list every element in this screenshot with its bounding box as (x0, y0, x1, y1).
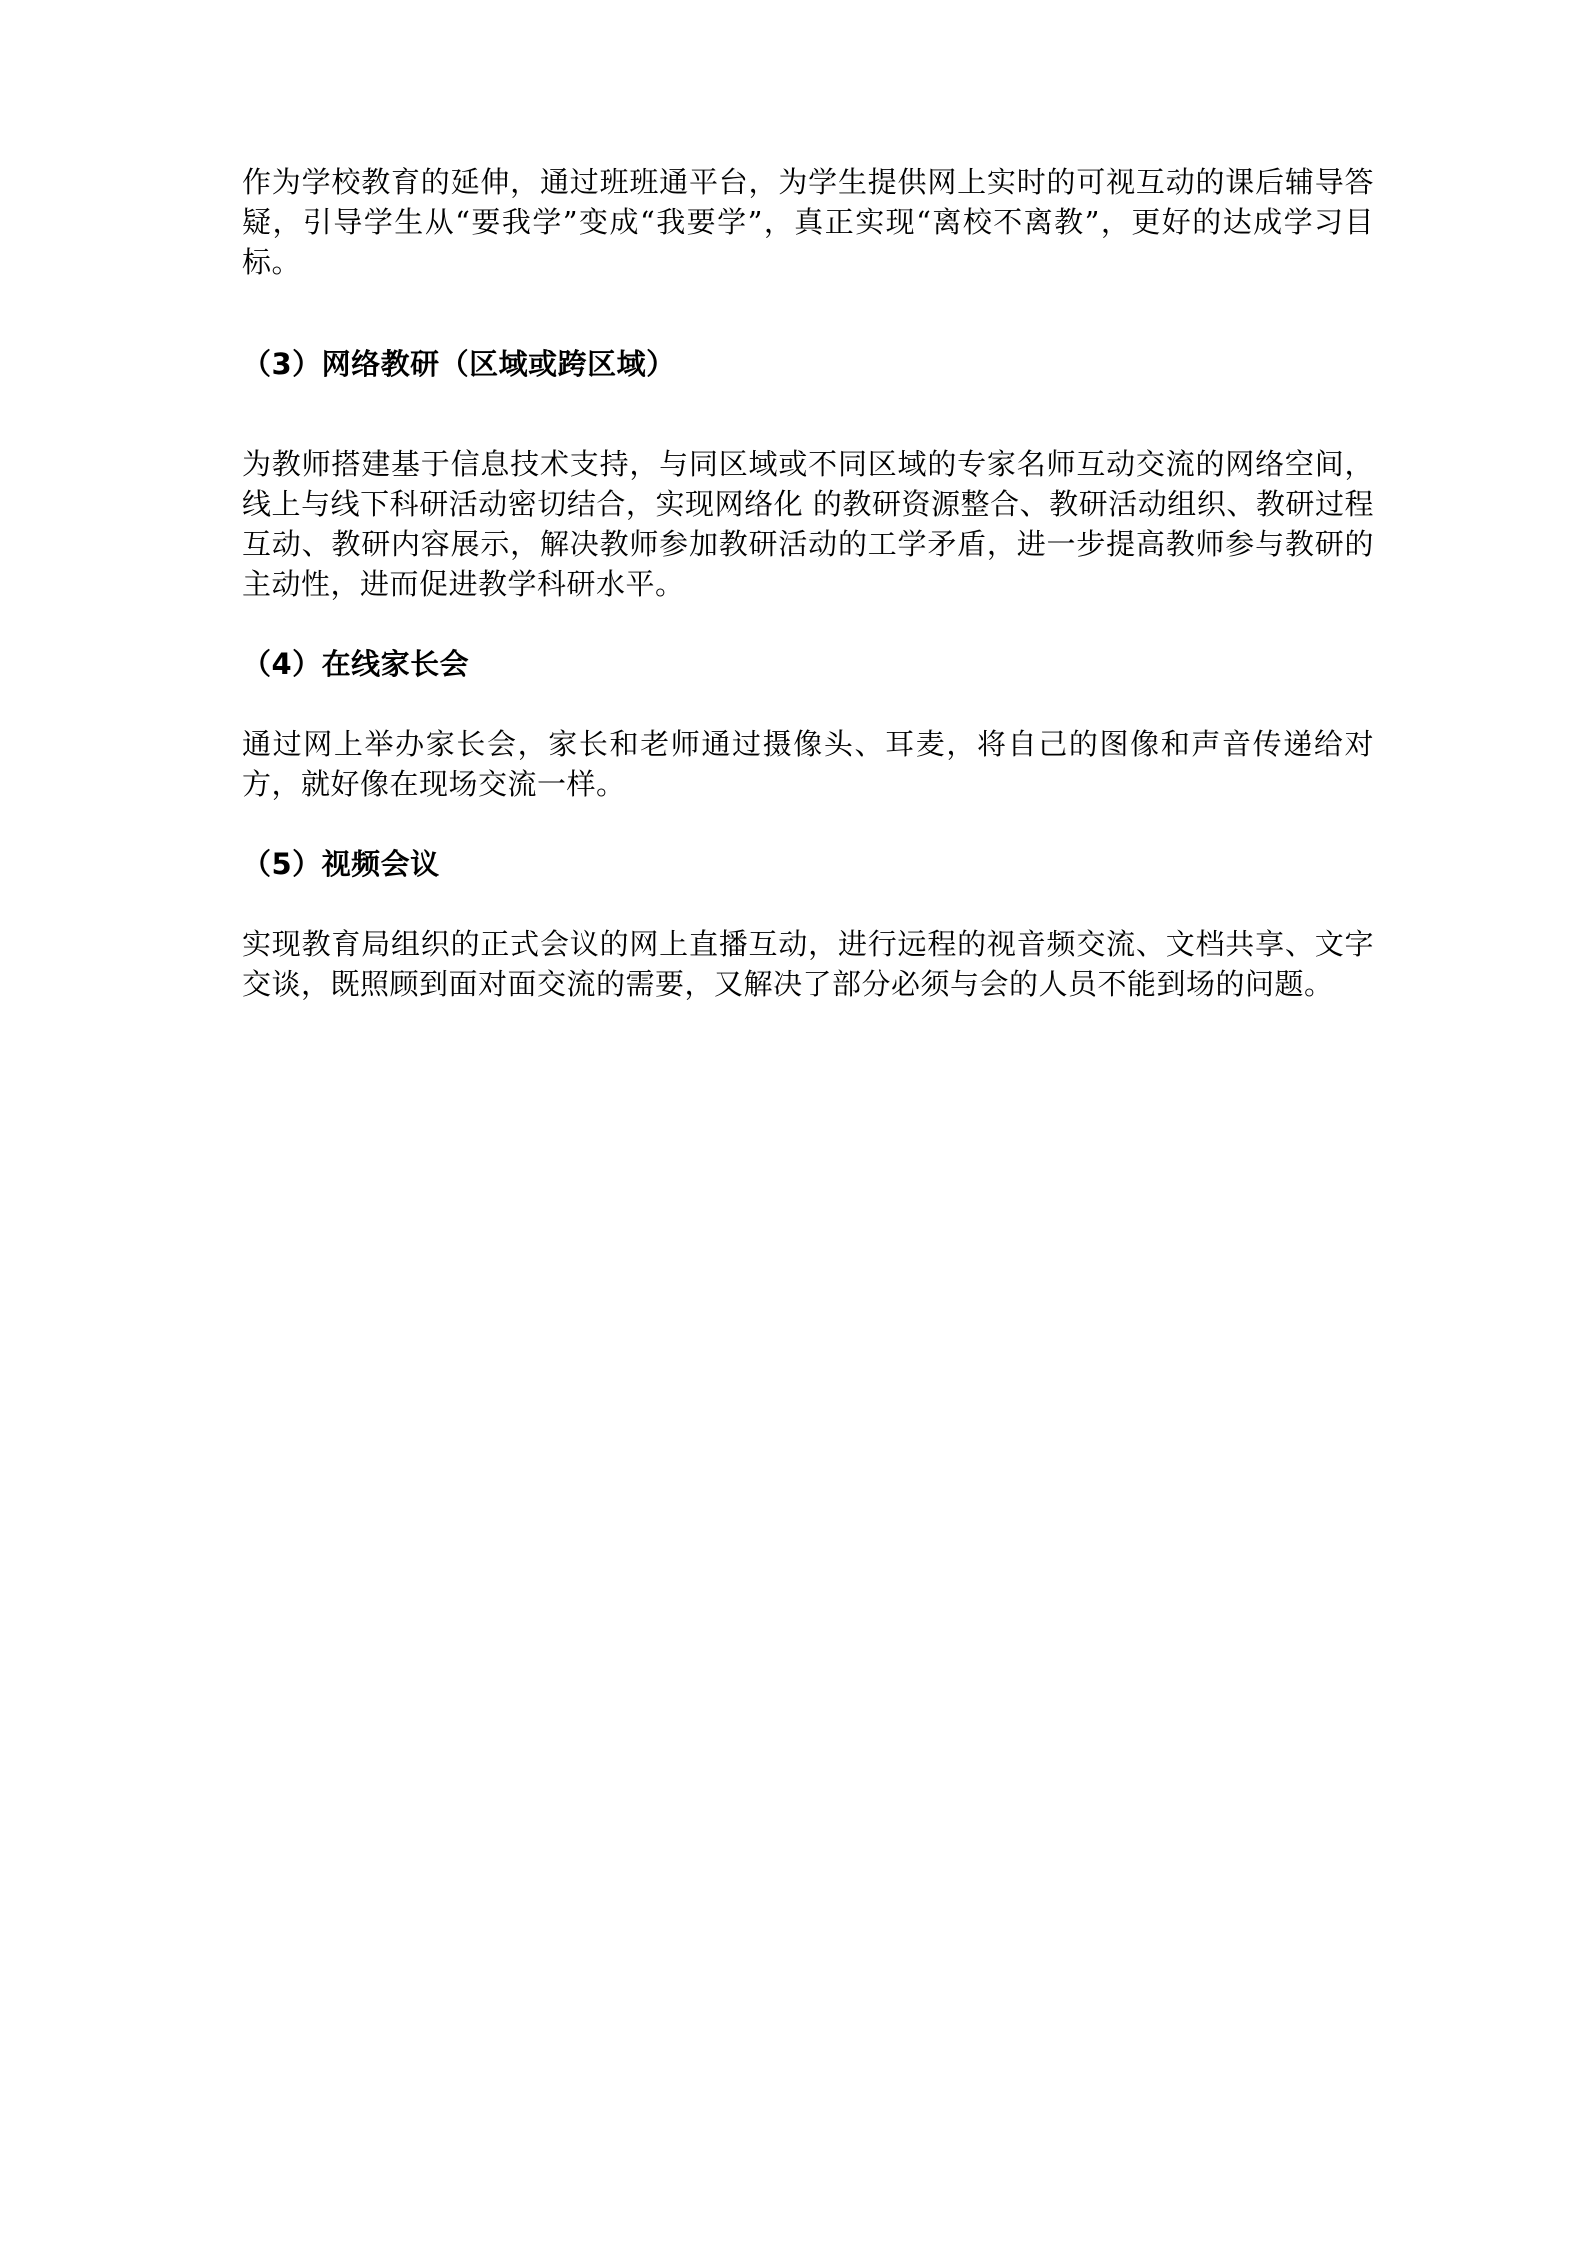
section-heading-video-conference: （5）视频会议 (242, 847, 440, 881)
intro-paragraph: 作为学校教育的延伸，通过班班通平台，为学生提供网上实时的可视互动的课后辅导答疑，引导学生从“要我学”变成“我要学”，真正实现“离校不离教”，更好的达成学习目标。 (242, 165, 1374, 279)
document-content (242, 162, 1374, 1004)
section-heading-online-teaching-research: （3）网络教研（区域或跨区域） (242, 347, 676, 381)
section-body-video-conference: 实现教育局组织的正式会议的网上直播互动，进行远程的视音频交流、文档共享、文字交谈，既照顾到面对面交流的需要，又解决了部分必须与会的人员不能到场的问题。 (242, 927, 1374, 1001)
section-body-online-teaching-research: 为教师搭建基于信息技术支持，与同区域或不同区域的专家名师互动交流的网络空间，线上与线下科研活动密切结合，实现网络化 的教研资源整合、教研活动组织、教研过程互动、教研内容展示，解决教师参加教研活动的工学矛盾，进一步提高教师参与教研的主动性，进而促进教学科研水平。 (242, 447, 1374, 601)
section-body-online-parent-meeting: 通过网上举办家长会，家长和老师通过摄像头、耳麦，将自己的图像和声音传递给对方，就好像在现场交流一样。 (242, 727, 1374, 801)
section-heading-online-parent-meeting: （4）在线家长会 (242, 647, 470, 681)
